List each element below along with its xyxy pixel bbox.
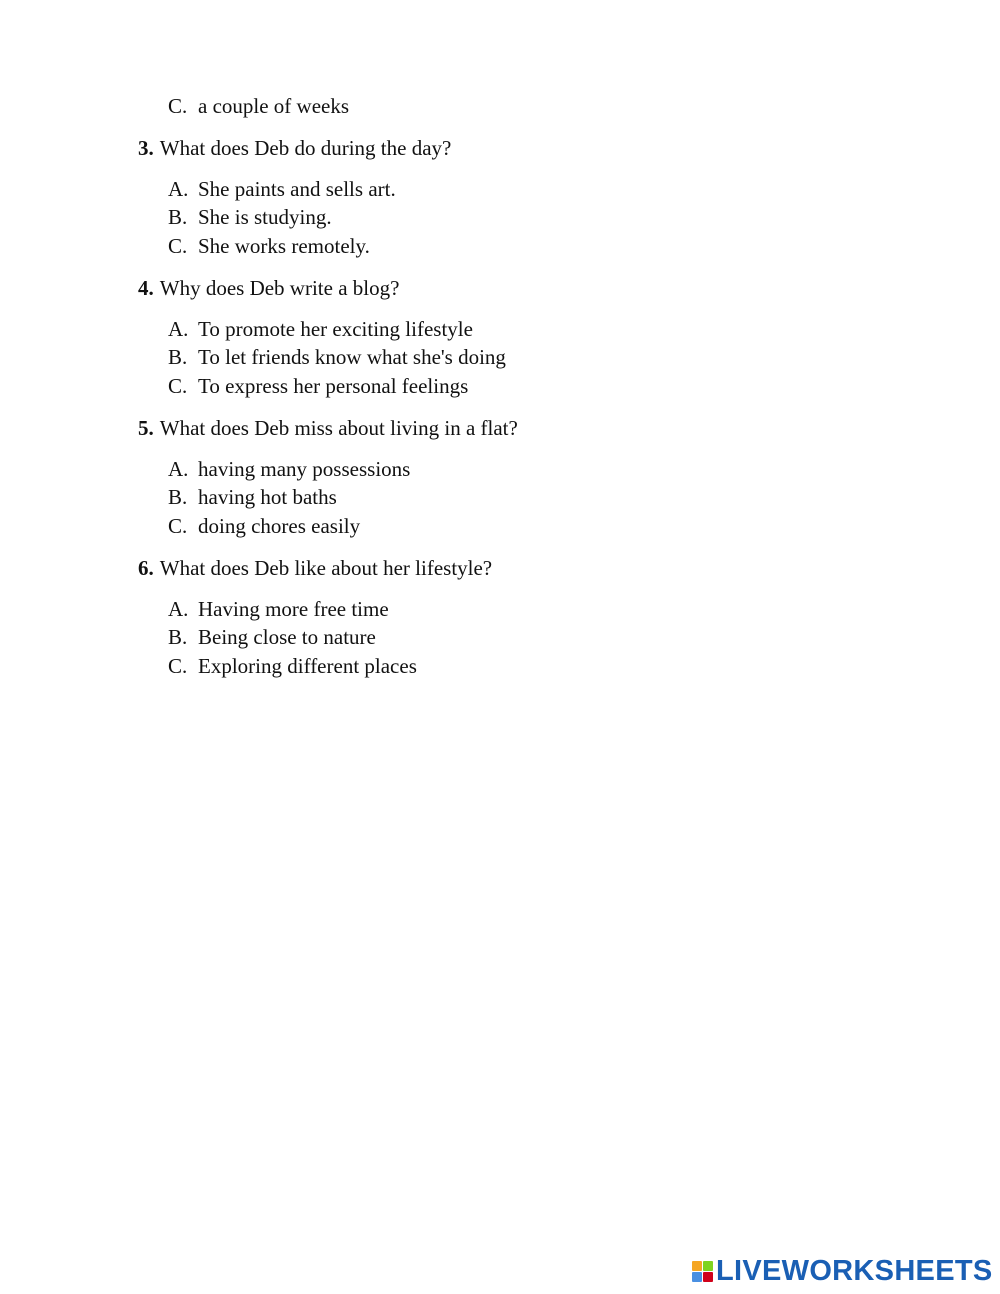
option-text: Having more free time [198, 597, 389, 621]
question-5 [138, 416, 518, 440]
option-letter: A. [168, 317, 189, 341]
option-letter: C. [168, 654, 188, 678]
option-b-q5[interactable] [168, 485, 337, 509]
question-number: 5. [138, 416, 154, 440]
option-text: having many possessions [198, 457, 411, 481]
option-text: To let friends know what she's doing [198, 345, 506, 369]
option-c-q6[interactable] [168, 654, 417, 678]
option-letter: C. [168, 234, 188, 258]
option-letter: B. [168, 345, 188, 369]
question-text: What does Deb miss about living in a flat? [159, 416, 518, 440]
option-c-q3[interactable] [168, 234, 370, 258]
question-number: 6. [138, 556, 154, 580]
logo-tile [703, 1272, 713, 1282]
option-b-q3[interactable] [168, 205, 332, 229]
option-letter: A. [168, 457, 189, 481]
option-letter: B. [168, 485, 188, 509]
option-a-q3[interactable] [168, 177, 396, 201]
option-b-q4[interactable] [168, 345, 506, 369]
option-c-q2 [168, 94, 349, 118]
question-text: What does Deb do during the day? [159, 136, 452, 160]
logo-text: LIVEWORKSHEETS [716, 1254, 993, 1287]
question-text: What does Deb like about her lifestyle? [159, 556, 493, 580]
question-4 [138, 276, 399, 300]
option-a-q4[interactable] [168, 317, 473, 341]
option-text: Exploring different places [198, 654, 417, 678]
option-text: doing chores easily [198, 514, 361, 538]
liveworksheets-logo-icon [692, 1261, 713, 1282]
option-text: She works remotely. [198, 234, 370, 258]
option-a-q6[interactable] [168, 597, 389, 621]
logo-tile [692, 1272, 702, 1282]
logo-tile [703, 1261, 713, 1271]
question-number: 3. [138, 136, 154, 160]
option-a-q5[interactable] [168, 457, 410, 481]
question-6 [138, 556, 492, 580]
option-text: To express her personal feelings [198, 374, 469, 398]
logo-tile [692, 1261, 702, 1271]
option-letter: A. [168, 597, 189, 621]
option-letter: C. [168, 514, 188, 538]
option-text: She paints and sells art. [198, 177, 396, 201]
option-c-q4[interactable] [168, 374, 468, 398]
option-b-q6[interactable] [168, 625, 376, 649]
option-letter: A. [168, 177, 189, 201]
option-text: having hot baths [198, 485, 337, 509]
option-letter: C. [168, 94, 188, 118]
question-text: Why does Deb write a blog? [159, 276, 400, 300]
option-text: a couple of weeks [198, 94, 350, 118]
option-letter: C. [168, 374, 188, 398]
question-number: 4. [138, 276, 154, 300]
question-3 [138, 136, 451, 160]
option-text: She is studying. [198, 205, 332, 229]
option-c-q5[interactable] [168, 514, 360, 538]
option-text: Being close to nature [198, 625, 376, 649]
option-text: To promote her exciting lifestyle [198, 317, 473, 341]
option-letter: B. [168, 625, 188, 649]
liveworksheets-logo [692, 1256, 993, 1286]
option-letter: B. [168, 205, 188, 229]
